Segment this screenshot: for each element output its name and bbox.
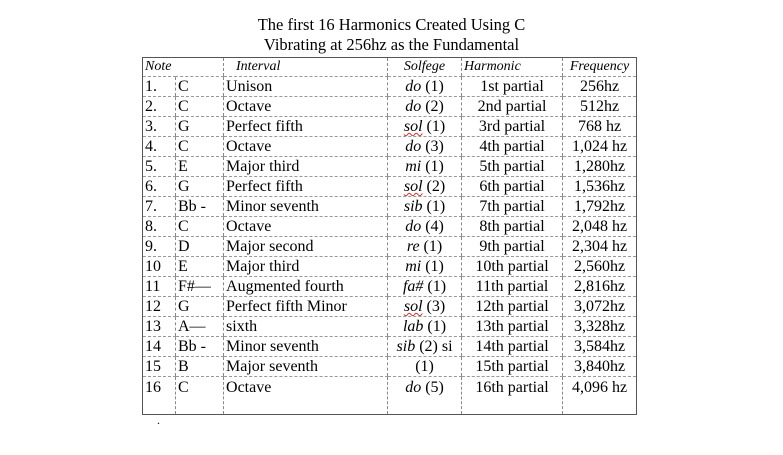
- row-note: C: [176, 377, 224, 415]
- solfege-syllable: do: [405, 379, 422, 396]
- row-solfege: [388, 377, 462, 415]
- table-row: [143, 317, 637, 337]
- table-row: [143, 197, 637, 217]
- row-note: F#—: [176, 277, 224, 297]
- solfege-count: (1): [421, 78, 444, 95]
- row-frequency: 3,840hz: [563, 357, 637, 377]
- row-number: 4.: [143, 137, 176, 157]
- solfege-count: (2): [421, 98, 444, 115]
- row-harmonic: 5th partial: [462, 157, 563, 177]
- table-row: [143, 217, 637, 237]
- row-interval: Unison: [224, 77, 388, 97]
- row-harmonic: 14th partial: [462, 337, 563, 357]
- row-frequency: 1,536hz: [563, 177, 637, 197]
- table-row: [143, 277, 637, 297]
- row-number: 1.: [143, 77, 176, 97]
- row-note: G: [176, 297, 224, 317]
- row-harmonic: 6th partial: [462, 177, 563, 197]
- header-frequency: Frequency: [563, 58, 637, 77]
- row-interval: Major third: [224, 257, 388, 277]
- row-harmonic: 11th partial: [462, 277, 563, 297]
- header-solfege: Solfege: [388, 58, 462, 77]
- row-solfege: [388, 317, 462, 337]
- table-row: [143, 357, 637, 377]
- row-solfege: [388, 197, 462, 217]
- solfege-count: (4): [421, 218, 444, 235]
- row-harmonic: 9th partial: [462, 237, 563, 257]
- row-note: A—: [176, 317, 224, 337]
- row-solfege: [388, 257, 462, 277]
- solfege-count: (3): [422, 298, 446, 315]
- row-solfege: [388, 117, 462, 137]
- header-harmonic: Harmonic: [462, 58, 563, 77]
- solfege-syllable: sol: [403, 178, 423, 195]
- row-note: Bb -: [176, 197, 224, 217]
- row-frequency: 2,304 hz: [563, 237, 637, 257]
- row-solfege: [388, 277, 462, 297]
- solfege-count: (1): [421, 258, 444, 275]
- solfege-syllable: sib: [396, 338, 416, 355]
- row-interval: Minor seventh: [224, 337, 388, 357]
- table-row: [143, 377, 637, 415]
- solfege-syllable: lab: [402, 318, 424, 335]
- row-frequency: 3,072hz: [563, 297, 637, 317]
- solfege-count: (1): [419, 238, 443, 255]
- row-solfege: [388, 177, 462, 197]
- row-number: 9.: [143, 237, 176, 257]
- table-row: [143, 257, 637, 277]
- solfege-syllable: sib: [403, 198, 423, 215]
- table-title-line-2: Vibrating at 256hz as the Fundamental: [263, 35, 520, 54]
- row-interval: Augmented fourth: [224, 277, 388, 297]
- row-solfege: [388, 357, 462, 377]
- row-number: 10: [143, 257, 176, 277]
- row-note: C: [176, 217, 224, 237]
- table-row: [143, 117, 637, 137]
- solfege-count: (1): [423, 318, 447, 335]
- solfege-syllable: re: [406, 238, 420, 255]
- solfege-count: (1): [415, 358, 434, 375]
- solfege-syllable: mi: [405, 258, 422, 275]
- header-note: Note: [143, 58, 224, 77]
- row-harmonic: 15th partial: [462, 357, 563, 377]
- row-number: 12: [143, 297, 176, 317]
- footnote-mark: .: [157, 413, 160, 427]
- row-interval: Perfect fifth Minor: [224, 297, 388, 317]
- row-solfege: [388, 237, 462, 257]
- row-number: 3.: [143, 117, 176, 137]
- row-harmonic: 8th partial: [462, 217, 563, 237]
- row-harmonic: 7th partial: [462, 197, 563, 217]
- row-note: B: [176, 357, 224, 377]
- solfege-syllable: fa#: [402, 278, 424, 295]
- row-number: 8.: [143, 217, 176, 237]
- solfege-syllable: mi: [405, 158, 422, 175]
- row-solfege: [388, 157, 462, 177]
- row-note: C: [176, 97, 224, 117]
- row-frequency: 256hz: [563, 77, 637, 97]
- row-number: 7.: [143, 197, 176, 217]
- row-harmonic: 4th partial: [462, 137, 563, 157]
- solfege-syllable: do: [405, 218, 422, 235]
- table-row: [143, 97, 637, 117]
- row-interval: Octave: [224, 137, 388, 157]
- row-note: C: [176, 77, 224, 97]
- table-row: [143, 237, 637, 257]
- row-frequency: 768 hz: [563, 117, 637, 137]
- row-note: D: [176, 237, 224, 257]
- header-row: [143, 58, 637, 77]
- row-harmonic: 10th partial: [462, 257, 563, 277]
- row-number: 13: [143, 317, 176, 337]
- row-note: G: [176, 117, 224, 137]
- table-row: [143, 297, 637, 317]
- solfege-syllable: do: [405, 98, 422, 115]
- table-title-line-1: The first 16 Harmonics Created Using C: [257, 15, 526, 34]
- row-interval: Perfect fifth: [224, 177, 388, 197]
- table-row: [143, 137, 637, 157]
- row-harmonic: 12th partial: [462, 297, 563, 317]
- solfege-count: (1): [421, 158, 444, 175]
- row-frequency: 3,328hz: [563, 317, 637, 337]
- row-frequency: 2,048 hz: [563, 217, 637, 237]
- row-solfege: [388, 217, 462, 237]
- solfege-syllable: sol: [403, 298, 423, 315]
- row-number: 5.: [143, 157, 176, 177]
- row-note: E: [176, 257, 224, 277]
- row-interval: Perfect fifth: [224, 117, 388, 137]
- solfege-count: (2) si: [415, 338, 453, 355]
- solfege-syllable: do: [405, 138, 422, 155]
- row-interval: Octave: [224, 97, 388, 117]
- table-row: [143, 157, 637, 177]
- row-frequency: 512hz: [563, 97, 637, 117]
- table-row: [143, 337, 637, 357]
- solfege-count: (2): [422, 178, 446, 195]
- solfege-syllable: sol: [403, 118, 423, 135]
- row-frequency: 2,560hz: [563, 257, 637, 277]
- row-note: G: [176, 177, 224, 197]
- solfege-count: (5): [421, 379, 444, 396]
- row-solfege: [388, 137, 462, 157]
- row-solfege: [388, 97, 462, 117]
- solfege-count: (1): [423, 278, 447, 295]
- row-interval: Major second: [224, 237, 388, 257]
- solfege-count: (3): [421, 138, 444, 155]
- row-number: 6.: [143, 177, 176, 197]
- row-note: E: [176, 157, 224, 177]
- row-harmonic: 13th partial: [462, 317, 563, 337]
- row-solfege: [388, 77, 462, 97]
- row-solfege: [388, 337, 462, 357]
- row-frequency: 4,096 hz: [563, 377, 637, 415]
- row-interval: Major seventh: [224, 357, 388, 377]
- table-row: [143, 77, 637, 97]
- row-frequency: 2,816hz: [563, 277, 637, 297]
- row-note: Bb -: [176, 337, 224, 357]
- row-harmonic: 3rd partial: [462, 117, 563, 137]
- table-row: [143, 177, 637, 197]
- row-interval: Octave: [224, 377, 388, 415]
- row-number: 2.: [143, 97, 176, 117]
- row-harmonic: 1st partial: [462, 77, 563, 97]
- harmonics-table: [142, 57, 637, 415]
- row-harmonic: 2nd partial: [462, 97, 563, 117]
- row-frequency: 1,024 hz: [563, 137, 637, 157]
- row-number: 16: [143, 377, 176, 415]
- row-interval: Octave: [224, 217, 388, 237]
- row-frequency: 1,280hz: [563, 157, 637, 177]
- row-harmonic: 16th partial: [462, 377, 563, 415]
- header-interval: Interval: [224, 58, 388, 77]
- row-interval: sixth: [224, 317, 388, 337]
- row-interval: Minor seventh: [224, 197, 388, 217]
- row-frequency: 1,792hz: [563, 197, 637, 217]
- row-number: 15: [143, 357, 176, 377]
- solfege-count: (1): [422, 198, 446, 215]
- solfege-syllable: do: [405, 78, 422, 95]
- row-interval: Major third: [224, 157, 388, 177]
- row-note: C: [176, 137, 224, 157]
- row-number: 11: [143, 277, 176, 297]
- row-frequency: 3,584hz: [563, 337, 637, 357]
- row-solfege: [388, 297, 462, 317]
- row-number: 14: [143, 337, 176, 357]
- solfege-count: (1): [422, 118, 446, 135]
